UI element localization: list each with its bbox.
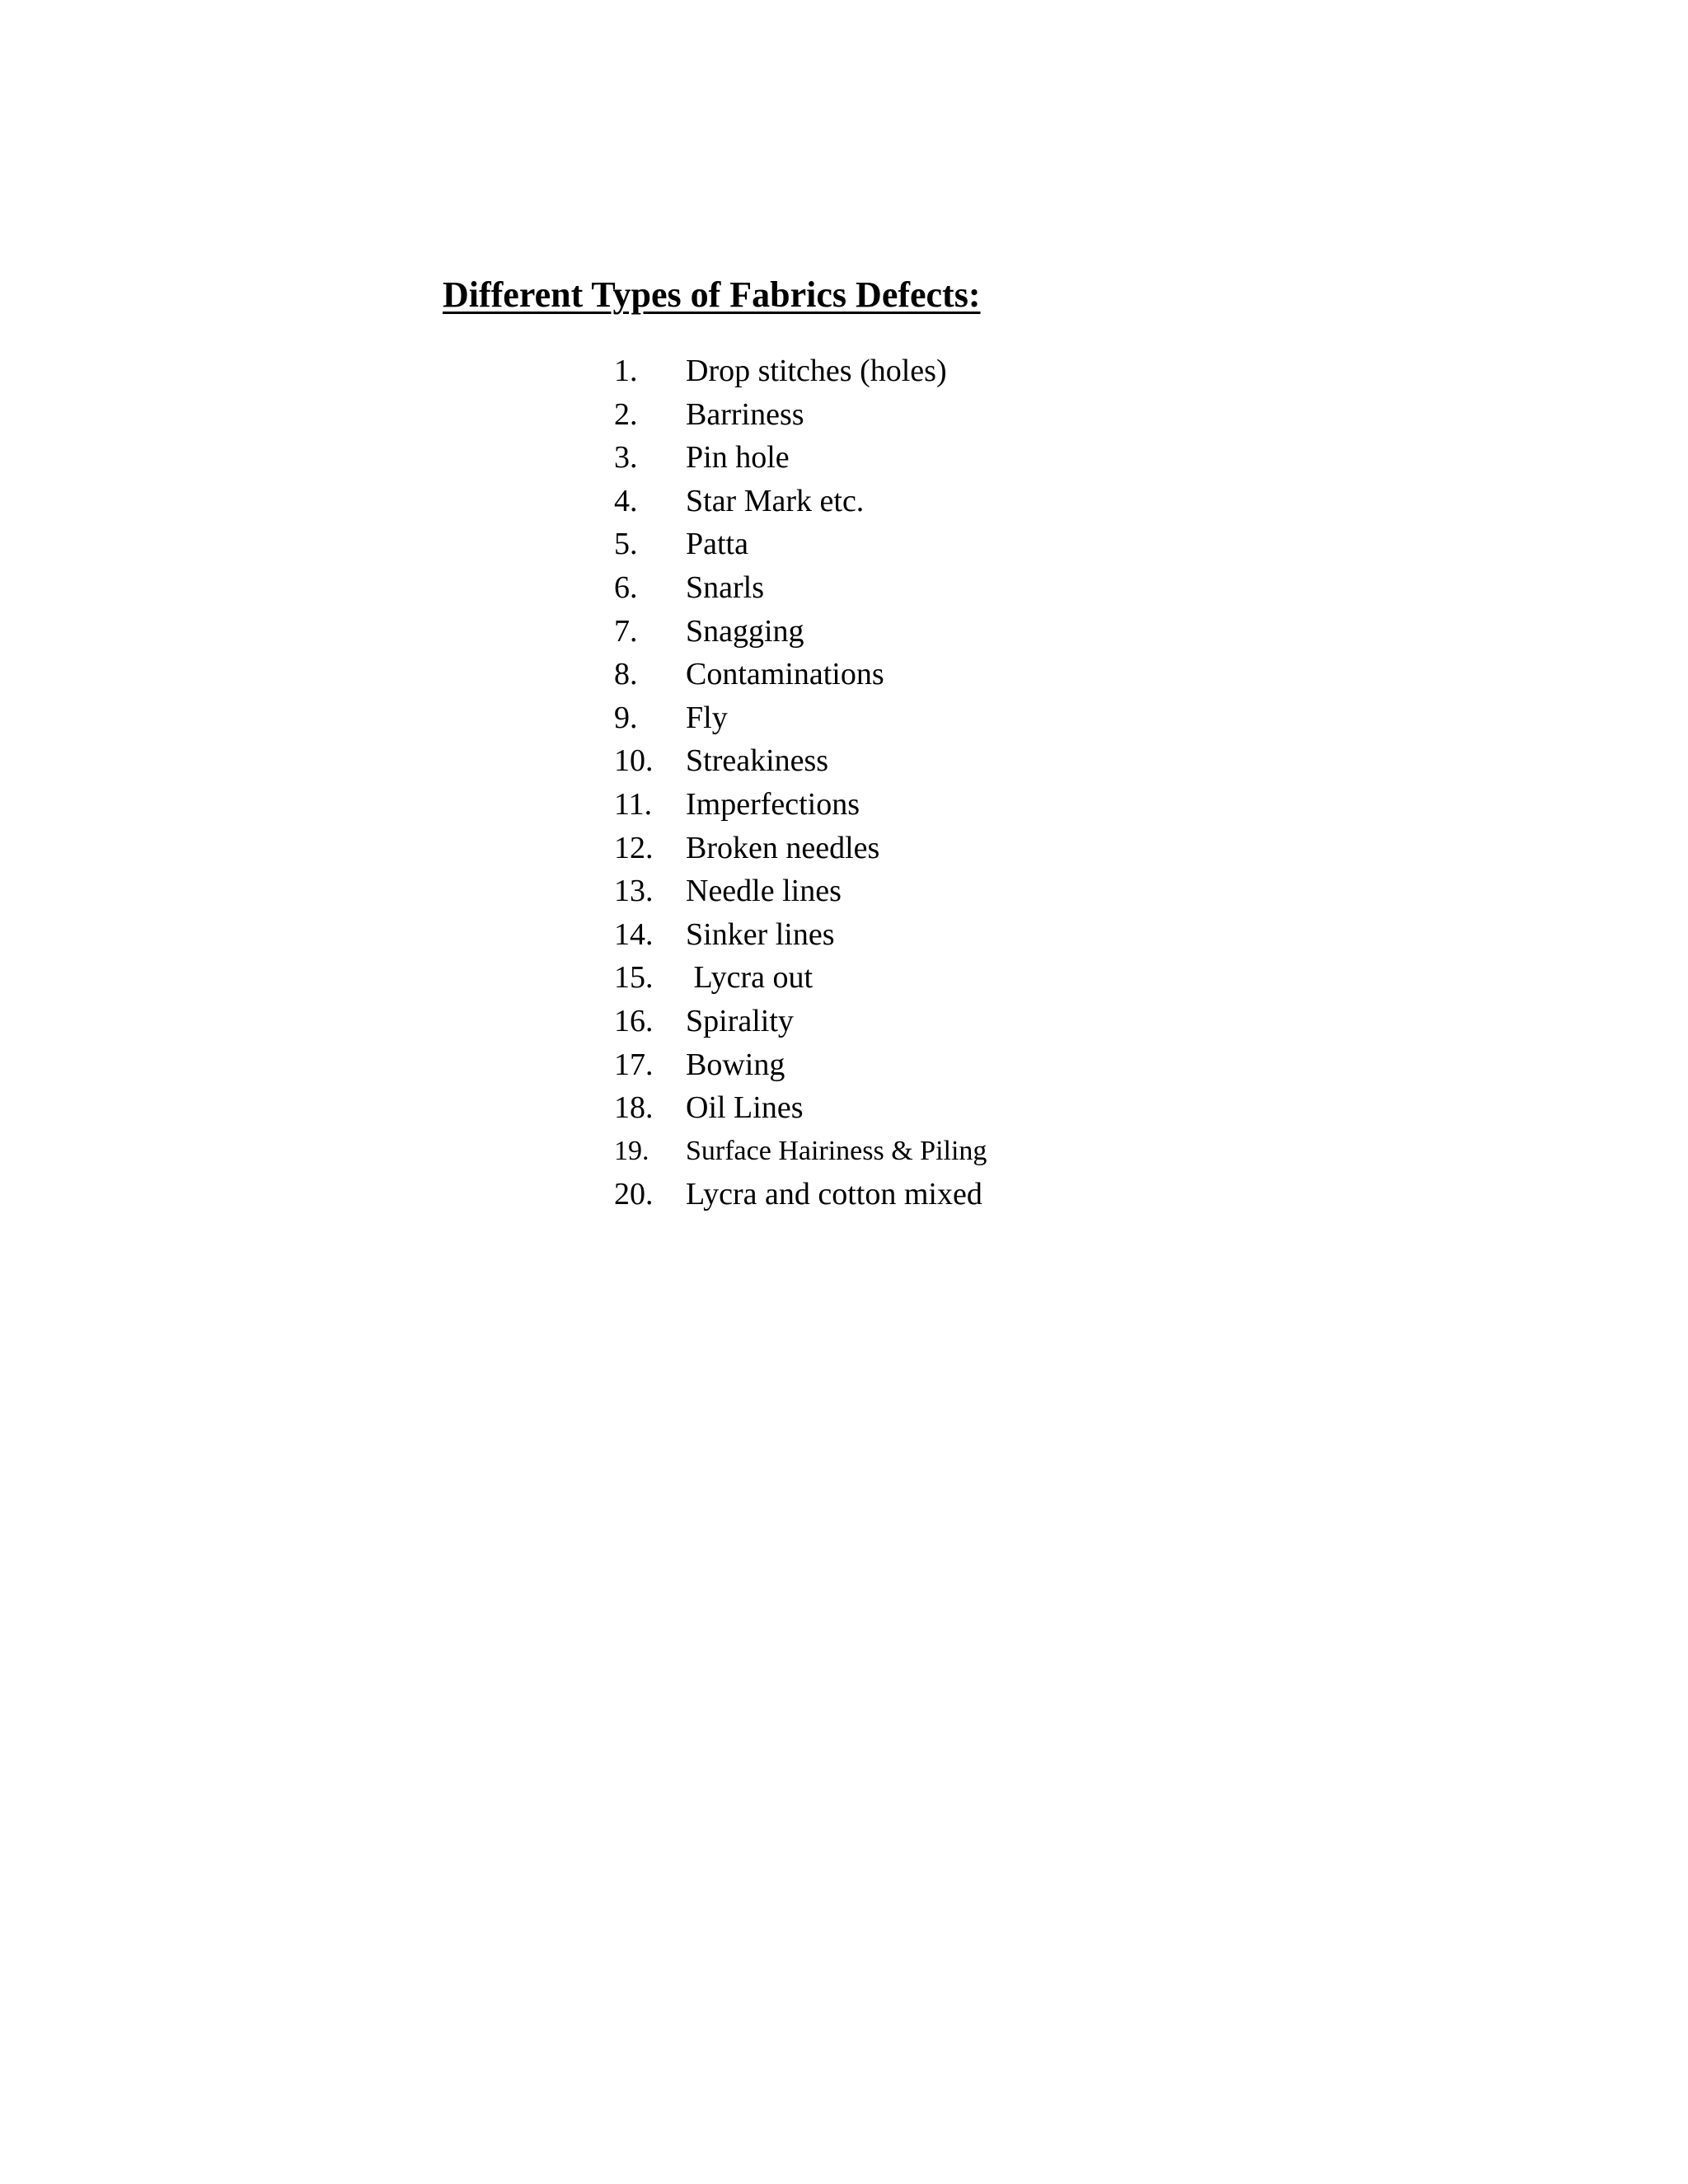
list-item [614, 393, 987, 437]
item-label: Snarls [686, 569, 764, 605]
item-number: 19. [614, 1135, 649, 1166]
item-number: 7. [614, 613, 638, 649]
item-number: 1. [614, 354, 638, 388]
page-title: Different Types of Fabrics Defects: [443, 274, 981, 315]
list-item [614, 1043, 987, 1087]
item-label: Spirality [686, 1003, 794, 1038]
item-number: 8. [614, 657, 638, 692]
list-item [614, 739, 987, 783]
item-number: 5. [614, 527, 638, 562]
list-item [614, 523, 987, 566]
item-label: Bowing [686, 1047, 785, 1082]
item-label: Snagging [686, 613, 804, 649]
list-item [614, 1000, 987, 1043]
item-number: 20. [614, 1177, 654, 1212]
item-number: 13. [614, 874, 654, 909]
item-number: 3. [614, 440, 638, 476]
item-number: 11. [614, 786, 653, 822]
list-item [614, 1173, 987, 1216]
list-item [614, 783, 987, 827]
item-label: Lycra out [686, 960, 814, 996]
item-label: Pin hole [686, 440, 790, 476]
item-label: Sinker lines [686, 916, 835, 952]
item-number: 17. [614, 1047, 654, 1082]
item-label: Streakiness [686, 743, 829, 779]
item-number: 12. [614, 830, 654, 865]
item-label: Lycra and cotton mixed [686, 1177, 982, 1212]
item-label: Imperfections [686, 786, 860, 822]
item-label: Drop stitches (holes) [686, 354, 947, 388]
list-item [614, 566, 987, 610]
item-number: 10. [614, 743, 654, 779]
item-label: Star Mark etc. [686, 483, 865, 518]
list-item [614, 1130, 987, 1174]
list-item [614, 653, 987, 696]
list-item [614, 827, 987, 870]
list-item [614, 349, 987, 393]
item-number: 15. [614, 960, 654, 996]
item-number: 14. [614, 916, 654, 952]
list-item [614, 1086, 987, 1130]
item-label: Needle lines [686, 874, 842, 909]
item-label: Broken needles [686, 830, 880, 865]
item-label: Barriness [686, 396, 804, 432]
item-label: Surface Hairiness & Piling [686, 1135, 987, 1166]
item-number: 9. [614, 700, 638, 735]
item-number: 4. [614, 483, 638, 518]
item-label: Patta [686, 527, 748, 562]
item-label: Fly [686, 700, 728, 735]
list-item [614, 480, 987, 523]
list-item [614, 913, 987, 957]
item-number: 2. [614, 396, 638, 432]
item-label: Contaminations [686, 657, 884, 692]
item-label: Oil Lines [686, 1090, 804, 1126]
list-item [614, 436, 987, 480]
list-item [614, 610, 987, 654]
item-number: 16. [614, 1003, 654, 1038]
list-item [614, 869, 987, 913]
item-number: 6. [614, 569, 638, 605]
defect-list [614, 349, 987, 1216]
item-number: 18. [614, 1090, 654, 1126]
list-item [614, 956, 987, 1000]
list-item [614, 696, 987, 740]
